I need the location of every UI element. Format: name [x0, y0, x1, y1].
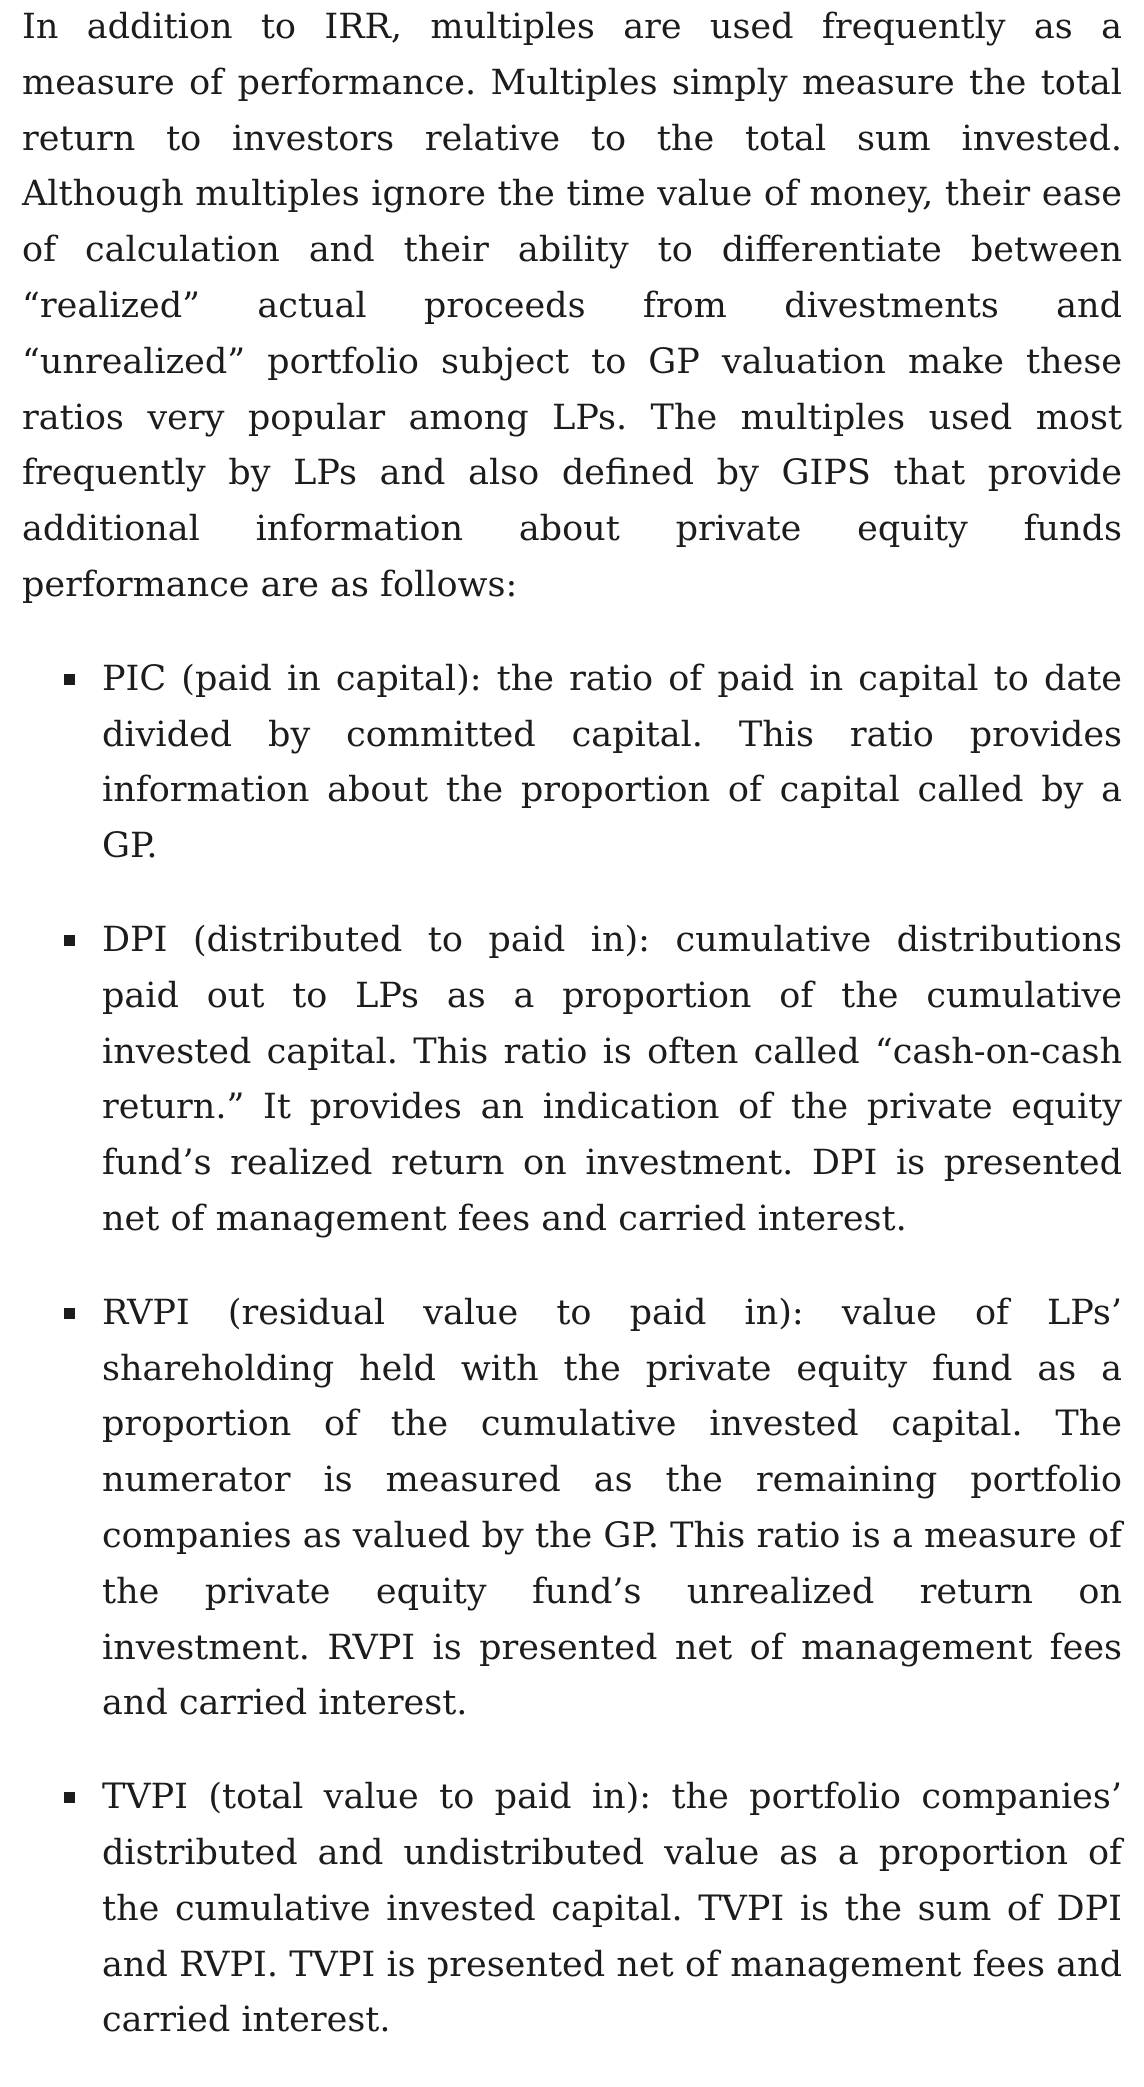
list-item-text: DPI (distributed to paid in): cumulative distributions paid out to LPs as a proportion of the cumulative invested capital. This ratio is often called “cash-on-cash return.” It provides an indication of the private equity fund’s realized return on investment. DPI is presented net of management fees and carried interest. — [102, 919, 1122, 1239]
list-item-pic — [22, 652, 1122, 875]
document-page — [22, 0, 1122, 2087]
list-item-dpi — [22, 913, 1122, 1248]
square-bullet-icon — [64, 1792, 75, 1803]
intro-paragraph: In addition to IRR, multiples are used frequently as a measure of performance. Multiples simply measure the total return to investors relative to the total sum invested. Although multiples ignore the time value of money, their ease of calculation and their ability to differentiate between “realized” actual proceeds from divestments and “unrealized” portfolio subject to GP valuation make these ratios very popular among LPs. The multiples used most frequently by LPs and also defined by GIPS that provide additional information about private equity funds performance are as follows: — [22, 7, 1122, 605]
square-bullet-icon — [64, 1308, 75, 1319]
list-item-rvpi — [22, 1286, 1122, 1732]
list-item-text: PIC (paid in capital): the ratio of paid in capital to date divided by committed capital. This ratio provides information about the proportion of capital called by a GP. — [102, 658, 1122, 867]
square-bullet-icon — [64, 674, 75, 685]
multiples-list — [22, 652, 1122, 2049]
square-bullet-icon — [64, 935, 75, 946]
list-item-tvpi — [22, 1770, 1122, 2049]
list-item-text: TVPI (total value to paid in): the portfolio companies’ distributed and undistributed value as a proportion of the cumulative invested capital. TVPI is the sum of DPI and RVPI. TVPI is presented net of management fees and carried interest. — [102, 1777, 1122, 2041]
list-item-text: RVPI (residual value to paid in): value of LPs’ shareholding held with the private equity fund as a proportion of the cumulative invested capital. The numerator is measured as the remaining portfolio companies as valued by the GP. This ratio is a measure of the private equity fund’s unrealized return on investment. RVPI is presented net of management fees and carried interest. — [102, 1292, 1122, 1724]
